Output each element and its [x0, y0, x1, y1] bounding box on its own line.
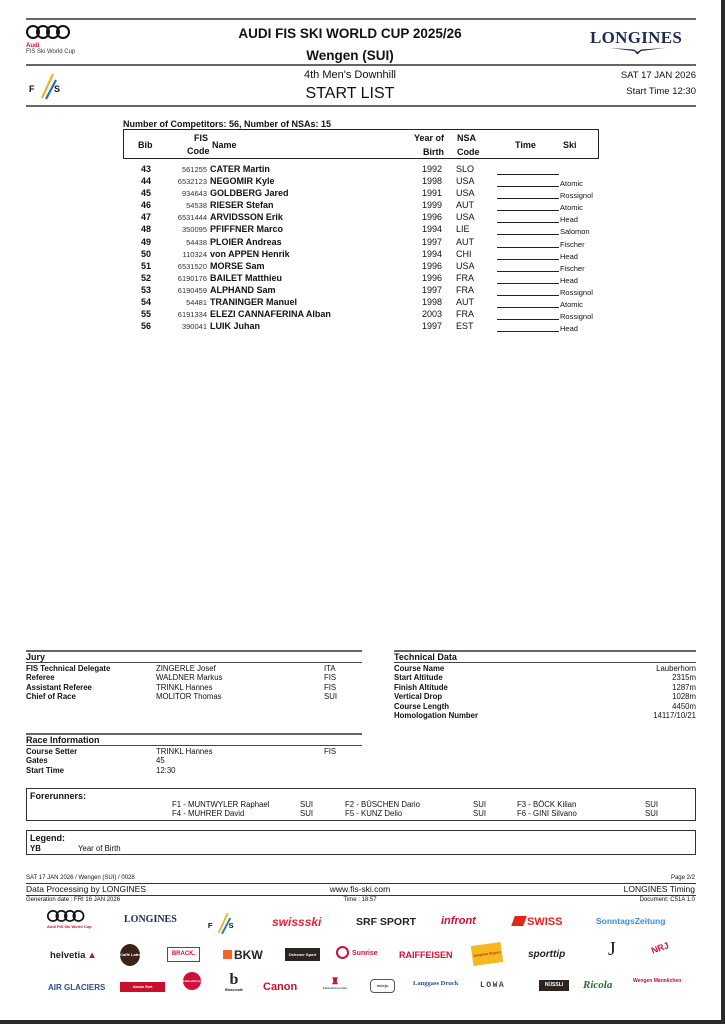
sponsor-ochsner-sport: Ochsner Sport — [285, 948, 320, 961]
sponsor-indeju: indeju — [370, 979, 395, 993]
jury-nsa: FIS — [324, 673, 337, 683]
technical-row — [394, 711, 696, 720]
forerunner: F2 - BÜSCHEN Dario — [345, 800, 420, 809]
longines-wings-icon — [610, 47, 665, 55]
athlete-name: PLOIER Andreas — [210, 236, 282, 247]
year-of-birth: 1994 — [421, 248, 442, 259]
time-line — [497, 174, 559, 175]
footer-rule-2 — [26, 895, 696, 896]
sponsor-longines: LONGINES — [124, 914, 177, 925]
year-of-birth: 1996 — [421, 272, 442, 283]
race-info-label: Gates — [26, 756, 48, 766]
athlete-name: GOLDBERG Jared — [210, 188, 289, 199]
sponsor-feldschloesschen-bier: Feldschlösschen Bier — [183, 972, 201, 990]
jury-name: ZINGERLE Josef — [156, 664, 216, 673]
table-row — [123, 321, 603, 333]
ski-brand: Salomon — [560, 227, 590, 237]
footer-report-id: SAT 17 JAN 2026 / Wengen (SUI) / 0028 — [26, 875, 135, 881]
jury-name: TRINKL Hannes — [156, 682, 213, 692]
forerunner-nsa: SUI — [300, 809, 313, 819]
start-list-header — [123, 129, 599, 159]
forerunner-row — [172, 800, 692, 809]
technical-label: Course Length — [394, 701, 450, 711]
audi-logo — [26, 25, 75, 55]
bib: 53 — [140, 284, 151, 295]
svg-text:S: S — [228, 921, 234, 930]
race-info-value: 45 — [156, 756, 165, 766]
year-of-birth: 1996 — [421, 260, 442, 271]
technical-list — [394, 664, 696, 720]
time-line — [497, 295, 559, 296]
forerunner-nsa: SUI — [645, 800, 658, 809]
start-list-rows — [123, 164, 603, 333]
fis-logo — [28, 72, 64, 100]
fis-code: 6191334 — [177, 310, 207, 320]
time-line — [497, 319, 559, 320]
fis-code: 54538 — [186, 201, 207, 211]
legend-title: Legend: — [30, 833, 65, 843]
fis-code: 54481 — [186, 298, 207, 308]
document-type: START LIST — [305, 85, 395, 102]
time-line — [497, 259, 559, 260]
legend-value: Year of Birth — [78, 844, 121, 853]
race-info-label: Start Time — [26, 765, 64, 775]
col-nsa: NSA — [457, 133, 477, 143]
race-info-nsa: FIS — [324, 747, 337, 756]
top-rule — [26, 18, 696, 20]
sponsor-lowa: LOWA — [480, 981, 506, 990]
technical-label: Course Name — [394, 664, 445, 673]
technical-row — [394, 673, 696, 682]
venue-title: Wengen (SUI) — [306, 48, 394, 63]
race-info-list — [26, 747, 362, 775]
bib: 54 — [140, 297, 151, 308]
sponsor-feldschloesschen — [318, 976, 352, 990]
bib: 48 — [140, 224, 151, 235]
bib: 51 — [140, 260, 151, 271]
forerunner: F1 - MUNTWYLER Raphael — [172, 800, 270, 809]
year-of-birth: 1997 — [421, 236, 442, 247]
col-year-of: Year of — [414, 133, 445, 143]
table-row — [123, 309, 603, 321]
athlete-name: LUIK Juhan — [210, 321, 261, 332]
sponsor-canon: Canon — [263, 981, 298, 993]
jury-role: FIS Technical Delegate — [26, 664, 111, 673]
forerunner-row — [172, 809, 692, 818]
audi-brand: Audi — [26, 43, 40, 49]
forerunner-nsa: SUI — [645, 809, 658, 819]
sponsor-fis — [207, 910, 237, 941]
table-row — [123, 237, 603, 249]
fis-swoosh-icon — [28, 72, 64, 100]
nsa-code: AUT — [456, 297, 474, 308]
sponsor-wengen-maennlichen: Wengen Männlichen — [633, 978, 682, 984]
athlete-name: CATER Martin — [210, 164, 270, 174]
footer-website[interactable]: www.fis-ski.com — [329, 884, 391, 894]
table-row — [123, 261, 603, 273]
forerunner-nsa: SUI — [473, 800, 486, 809]
athlete-name: MORSE Sam — [210, 260, 265, 271]
race-info-row — [26, 766, 362, 775]
technical-row — [394, 683, 696, 692]
table-row — [123, 212, 603, 224]
year-of-birth: 1999 — [421, 200, 442, 211]
longines-logo: LONGINES — [590, 28, 683, 47]
jury-row — [26, 664, 362, 673]
event-name: 4th Men's Downhill — [304, 69, 396, 81]
feldschloesschen-castle-icon: ♜ — [330, 976, 340, 986]
fis-code: 6532123 — [177, 177, 207, 187]
forerunner: F4 - MUHRER David — [172, 809, 245, 819]
nsa-code: FRA — [456, 272, 474, 283]
bib: 49 — [140, 236, 151, 247]
athlete-name: ALPHAND Sam — [210, 284, 276, 295]
nsa-code: AUT — [456, 200, 474, 211]
header-bottom-rule — [26, 105, 696, 107]
race-info-value: 12:30 — [156, 765, 176, 775]
forerunner: F5 - KUNZ Delio — [345, 809, 403, 819]
year-of-birth: 1992 — [421, 164, 442, 174]
sponsor-sunrise — [336, 946, 378, 959]
sponsor-sporttip: sporttip — [528, 949, 566, 960]
sponsor-bkw — [223, 948, 263, 962]
helvetia-triangle-icon: ▲ — [87, 950, 97, 961]
nsa-code: EST — [456, 321, 474, 332]
table-row — [123, 297, 603, 309]
table-row — [123, 188, 603, 200]
jury-row — [26, 683, 362, 692]
bib: 46 — [140, 200, 151, 211]
footer-timing: LONGINES Timing — [623, 884, 695, 894]
fis-code: 390041 — [181, 322, 207, 332]
ski-brand: Head — [560, 251, 578, 261]
ski-brand: Atomic — [560, 179, 583, 189]
col-name: Name — [212, 140, 237, 150]
technical-value: 4450m — [672, 701, 696, 711]
col-nsa-code: Code — [457, 147, 480, 157]
svg-text:F: F — [207, 921, 213, 930]
col-birth: Birth — [423, 147, 444, 157]
forerunner: F3 - BÖCK Kilian — [517, 800, 577, 809]
sponsor-ricola: Ricola — [583, 979, 613, 991]
nsa-code: LIE — [456, 224, 470, 235]
race-date: SAT 17 JAN 2026 — [620, 70, 696, 81]
forerunners-list — [172, 800, 692, 819]
sponsor-swissski: swissski — [272, 915, 322, 929]
nsa-code: USA — [456, 188, 475, 199]
jury-name: WALDNER Markus — [156, 673, 223, 683]
legend-key: YB — [30, 844, 41, 853]
sponsor-caffe-latte: Caffè Latte — [120, 944, 140, 966]
fis-code: 110324 — [182, 249, 207, 259]
race-info-row — [26, 756, 362, 765]
year-of-birth: 1997 — [421, 284, 442, 295]
technical-label: Homologation Number — [394, 710, 479, 720]
footer-document: Document: C51A 1.0 — [639, 897, 695, 903]
ski-brand: Rossignol — [560, 312, 593, 322]
technical-value: Lauberhorn — [656, 664, 696, 673]
forerunners-title: Forerunners: — [30, 791, 87, 801]
jury-role: Referee — [26, 673, 55, 683]
technical-row — [394, 702, 696, 711]
technical-label: Start Altitude — [394, 673, 443, 683]
time-line — [497, 247, 559, 248]
viewer-frame-bottom — [0, 1020, 725, 1024]
year-of-birth: 1998 — [421, 297, 442, 308]
header-rule — [26, 64, 696, 66]
bib: 45 — [140, 188, 151, 199]
table-row — [123, 164, 603, 176]
sponsor-air-glaciers: AIR GLACIERS — [48, 983, 106, 992]
table-row — [123, 224, 603, 236]
technical-label: Vertical Drop — [394, 692, 443, 702]
sponsor-helvetia — [50, 950, 97, 961]
sponsor-nuessli: NÜSSLI — [539, 980, 569, 991]
sponsor-raiffeisen: RAIFFEISEN — [399, 950, 453, 960]
audi-rings-icon — [47, 910, 85, 922]
competitors-summary: Number of Competitors: 56, Number of NSAs: 15 — [123, 119, 332, 129]
sponsor-amuse-bort: Amuse Bort — [120, 982, 165, 992]
sponsor-swiss — [513, 916, 562, 928]
sponsor-infront: infront — [441, 915, 476, 927]
race-info-value: TRINKL Hannes — [156, 747, 213, 756]
nsa-code: USA — [456, 212, 475, 223]
athlete-name: ELEZI CANNAFERINA Alban — [210, 309, 331, 320]
jury-role: Assistant Referee — [26, 682, 92, 692]
athlete-name: TRANINGER Manuel — [210, 297, 298, 308]
year-of-birth: 1998 — [421, 176, 442, 187]
footer-data-processing: Data Processing by LONGINES — [26, 884, 146, 894]
athlete-name: NEGOMIR Kyle — [210, 176, 275, 187]
time-line — [497, 198, 559, 199]
time-line — [497, 271, 559, 272]
ski-brand: Rossignol — [560, 191, 593, 201]
race-start-time: Start Time 12:30 — [626, 86, 696, 97]
sponsor-brack: BRACK. — [167, 947, 200, 962]
ski-brand: Head — [560, 215, 578, 225]
competition-title: AUDI FIS SKI WORLD CUP 2025/26 — [238, 26, 462, 41]
technical-value: 14117/10/21 — [653, 710, 696, 720]
ski-brand: Atomic — [560, 300, 583, 310]
bib: 44 — [140, 176, 151, 187]
sponsor-blasercafe — [218, 972, 250, 992]
time-line — [497, 234, 559, 235]
col-time: Time — [515, 140, 536, 150]
bkw-square-icon — [223, 950, 232, 959]
technical-value: 1287m — [672, 682, 696, 692]
viewer-frame-right — [721, 0, 725, 1024]
time-line — [497, 186, 559, 187]
audi-rings-icon — [26, 25, 75, 39]
year-of-birth: 1991 — [421, 188, 442, 199]
col-fis: FIS — [194, 133, 209, 143]
athlete-name: von APPEN Henrik — [210, 248, 290, 259]
forerunner-nsa: SUI — [300, 800, 313, 809]
table-row — [123, 249, 603, 261]
athlete-name: RIESER Stefan — [210, 200, 274, 211]
technical-label: Finish Altitude — [394, 682, 448, 692]
time-line — [497, 210, 559, 211]
nsa-code: SLO — [456, 164, 475, 174]
fis-code: 6531520 — [177, 261, 207, 271]
technical-value: 1028m — [672, 692, 696, 702]
nsa-code: FRA — [456, 309, 474, 320]
ski-brand: Head — [560, 324, 578, 334]
jury-nsa: ITA — [324, 664, 336, 673]
race-info-rule — [26, 745, 362, 746]
fis-code: 54438 — [186, 237, 207, 247]
technical-row — [394, 692, 696, 701]
sponsor-label: Blasercafé — [225, 988, 243, 992]
race-info-label: Course Setter — [26, 747, 78, 756]
sunrise-circle-icon — [336, 946, 349, 959]
time-line — [497, 283, 559, 284]
fis-code: 350095 — [181, 225, 207, 235]
jury-name: MOLITOR Thomas — [156, 692, 222, 702]
technical-row — [394, 664, 696, 673]
sponsor-label: BKW — [234, 948, 263, 962]
table-row — [123, 273, 603, 285]
jury-rule — [26, 662, 362, 663]
athlete-name: PFIFFNER Marco — [210, 224, 284, 235]
jury-nsa: FIS — [324, 682, 337, 692]
technical-value: 2315m — [672, 673, 696, 683]
legend-box — [26, 830, 696, 855]
fis-code: 561255 — [181, 165, 207, 174]
race-info-row — [26, 747, 362, 756]
bib: 56 — [140, 321, 151, 332]
race-info-title: Race Information — [26, 735, 100, 745]
table-row — [123, 176, 603, 188]
sponsor-langgass-druck: Langgass Druck — [413, 980, 459, 987]
sponsor-label: Sunrise — [352, 950, 378, 957]
table-row — [123, 200, 603, 212]
nsa-code: AUT — [456, 236, 474, 247]
fis-code: 934643 — [181, 189, 207, 199]
nsa-code: CHI — [456, 248, 472, 259]
fis-logo-icon — [207, 910, 237, 936]
forerunner-nsa: SUI — [473, 809, 486, 819]
svg-text:S: S — [54, 84, 61, 94]
sponsor-j: J — [608, 938, 616, 960]
jury-role: Chief of Race — [26, 692, 76, 702]
year-of-birth: 1996 — [421, 212, 442, 223]
sponsor-nrj: NRJ — [649, 940, 671, 956]
sponsor-label: Audi FIS Ski World Cup — [47, 924, 92, 929]
blasercafe-b-icon: b — [229, 971, 239, 988]
nsa-code: USA — [456, 260, 475, 271]
forerunners-box — [26, 788, 696, 821]
athlete-name: ARVIDSSON Erik — [210, 212, 283, 223]
forerunner: F6 - GINI Silvano — [517, 809, 577, 819]
sponsor-srf-sport: SRF SPORT — [356, 916, 417, 928]
col-bib: Bib — [138, 140, 153, 150]
technical-title: Technical Data — [394, 652, 457, 662]
jury-list — [26, 664, 362, 702]
col-ski: Ski — [563, 140, 577, 150]
year-of-birth: 2003 — [421, 309, 442, 320]
ski-brand: Atomic — [560, 203, 583, 213]
fis-code: 6531444 — [177, 213, 207, 223]
ski-brand: Rossignol — [560, 287, 593, 297]
footer-generation-date: Generation date : FRI 16 JAN 2026 — [26, 897, 121, 903]
swiss-flag-icon — [511, 916, 527, 926]
footer-page: Page 2/2 — [670, 875, 695, 881]
time-line — [497, 307, 559, 308]
sponsor-label: Feldschlösschen — [322, 986, 348, 990]
bib: 50 — [140, 248, 151, 259]
sponsor-jungfrau: Jungfrau Region — [471, 942, 503, 966]
jury-row — [26, 673, 362, 682]
fis-code: 6190459 — [177, 285, 207, 295]
svg-text:F: F — [29, 84, 35, 94]
bib: 43 — [140, 164, 151, 174]
year-of-birth: 1997 — [421, 321, 442, 332]
technical-rule — [394, 662, 696, 663]
time-line — [497, 331, 559, 332]
sponsor-sonntagszeitung: SonntagsZeitung — [596, 916, 666, 926]
audi-subtitle: FIS Ski World Cup — [26, 49, 76, 55]
athlete-name: BAILET Matthieu — [210, 272, 282, 283]
sponsor-label: helvetia — [50, 950, 86, 961]
col-code: Code — [187, 146, 210, 156]
bib: 52 — [140, 272, 151, 283]
time-line — [497, 222, 559, 223]
jury-top-rule — [26, 650, 362, 652]
ski-brand: Fischer — [560, 239, 585, 249]
ski-brand: Fischer — [560, 263, 585, 273]
table-row — [123, 285, 603, 297]
jury-nsa: SUI — [324, 692, 337, 702]
footer-time: Time : 18:57 — [343, 897, 377, 903]
nsa-code: USA — [456, 176, 475, 187]
sponsor-label: SWISS — [527, 916, 563, 928]
ski-brand: Head — [560, 275, 578, 285]
year-of-birth: 1994 — [421, 224, 442, 235]
bib: 55 — [140, 309, 151, 320]
fis-code: 6190176 — [177, 273, 207, 283]
nsa-code: FRA — [456, 284, 474, 295]
jury-row — [26, 692, 362, 701]
jury-title: Jury — [26, 652, 46, 662]
bib: 47 — [140, 212, 151, 223]
sponsor-audi — [47, 910, 92, 929]
